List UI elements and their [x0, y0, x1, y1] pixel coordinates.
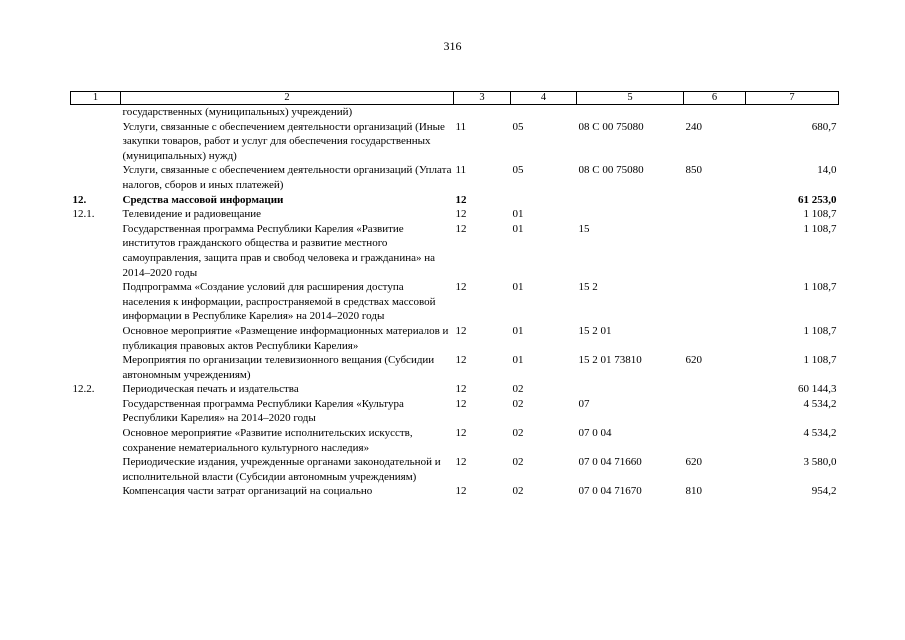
row-number — [71, 484, 121, 499]
table-row — [71, 397, 839, 426]
row-name: Мероприятия по организации телевизионного вещания (Субсидии автономным учреждениям) — [122, 354, 435, 381]
row-section: 12 — [455, 456, 467, 469]
table-body — [71, 105, 839, 500]
row-amount — [746, 105, 839, 120]
row-subsection: 02 — [512, 485, 524, 498]
row-section: 12 — [455, 208, 467, 221]
row-amount: 680,7 — [811, 120, 837, 133]
row-subsection: 02 — [512, 456, 524, 469]
row-expense-type — [684, 222, 746, 280]
row-subsection: 01 — [512, 222, 524, 235]
page-number: 316 — [443, 39, 462, 53]
row-section: 12 — [455, 383, 467, 396]
row-number — [71, 397, 121, 426]
row-amount: 1 108,7 — [803, 354, 837, 367]
row-section: 11 — [455, 164, 467, 177]
row-expense-type: 620 — [685, 354, 702, 367]
row-subsection: 02 — [512, 427, 524, 440]
row-subsection — [511, 105, 577, 120]
row-expense-type: 810 — [685, 485, 702, 498]
row-expense-type — [684, 207, 746, 222]
row-number: 12. — [72, 193, 87, 206]
row-name: Услуги, связанные с обеспечением деятельности организаций (Иные закупки товаров, работ и услуг для обеспечения государственных (муниципальных) нужд) — [122, 120, 445, 162]
row-amount: 1 108,7 — [803, 324, 837, 337]
budget-table — [70, 91, 839, 499]
table-row — [71, 207, 839, 222]
row-amount: 4 534,2 — [803, 427, 837, 440]
table-row — [71, 353, 839, 382]
row-subsection: 01 — [512, 324, 524, 337]
row-target-article: 08 С 00 75080 — [578, 120, 644, 133]
row-section: 12 — [455, 397, 467, 410]
row-number — [71, 105, 121, 120]
row-number — [71, 120, 121, 164]
row-name: Государственная программа Республики Карелия «Развитие институтов гражданского общества и развитие местного самоуправления, защита прав и свобод человека и гражданина» на 2014–2020 годы — [122, 222, 435, 279]
row-target-article: 07 0 04 — [578, 427, 612, 440]
table-header-row — [71, 92, 839, 105]
row-target-article: 08 С 00 75080 — [578, 164, 644, 177]
row-section: 11 — [455, 120, 467, 133]
row-subsection: 02 — [512, 383, 524, 396]
row-number: 12.1. — [72, 208, 95, 221]
row-name: Государственная программа Республики Карелия «Культура Республики Карелия» на 2014–2020 годы — [122, 397, 404, 425]
row-subsection: 02 — [512, 397, 524, 410]
header-col-1: 1 — [71, 92, 121, 105]
row-name: Услуги, связанные с обеспечением деятельности организаций (Уплата налогов, сборов и иных платежей) — [122, 164, 452, 191]
row-target-article: 07 0 04 71660 — [578, 456, 642, 469]
row-section: 12 — [455, 222, 467, 235]
row-amount: 4 534,2 — [803, 397, 837, 410]
row-number — [71, 163, 121, 192]
row-target-article — [577, 207, 684, 222]
row-number — [71, 426, 121, 455]
table-row — [71, 382, 839, 397]
row-expense-type — [684, 397, 746, 426]
row-expense-type: 850 — [685, 164, 702, 177]
row-number — [71, 324, 121, 353]
row-target-article: 15 2 — [578, 281, 598, 294]
row-expense-type — [684, 324, 746, 353]
row-target-article: 07 — [578, 397, 590, 410]
row-expense-type — [684, 280, 746, 324]
row-target-article: 15 — [578, 222, 590, 235]
table-row — [71, 426, 839, 455]
header-col-2: 2 — [121, 92, 454, 105]
table-row — [71, 280, 839, 324]
row-number — [71, 222, 121, 280]
row-subsection: 01 — [512, 208, 524, 221]
table-row — [71, 455, 839, 484]
row-number — [71, 280, 121, 324]
row-number: 12.2. — [72, 383, 95, 396]
row-amount: 61 253,0 — [798, 193, 837, 206]
row-section: 12 — [455, 281, 467, 294]
row-amount: 1 108,7 — [803, 208, 837, 221]
table-row — [71, 163, 839, 192]
table-row — [71, 120, 839, 164]
row-subsection: 05 — [512, 120, 524, 133]
table-row — [71, 105, 839, 120]
header-col-6: 6 — [684, 92, 746, 105]
row-name: Периодическая печать и издательства — [122, 383, 299, 396]
row-section: 12 — [455, 485, 467, 498]
row-section — [454, 105, 511, 120]
row-target-article: 15 2 01 73810 — [578, 354, 642, 367]
header-col-7: 7 — [746, 92, 839, 105]
header-col-4: 4 — [511, 92, 577, 105]
row-expense-type — [684, 105, 746, 120]
row-amount: 3 580,0 — [803, 456, 837, 469]
row-name: Подпрограмма «Создание условий для расширения доступа населения к информации, распространяемой в средствах массовой информации в Республике Карелия» на 2014–2020 годы — [122, 281, 436, 323]
row-subsection: 01 — [512, 281, 524, 294]
table-row — [71, 484, 839, 499]
row-section: 12 — [455, 324, 467, 337]
row-amount: 60 144,3 — [798, 383, 837, 396]
header-col-3: 3 — [454, 92, 511, 105]
row-name: Средства массовой информации — [122, 193, 284, 206]
row-number — [71, 353, 121, 382]
row-name: Периодические издания, учрежденные органами законодательной и исполнительной власти (Субсидии автономным учреждениям) — [122, 456, 441, 483]
row-subsection: 05 — [512, 164, 524, 177]
row-section: 12 — [455, 193, 467, 206]
row-subsection: 01 — [512, 354, 524, 367]
row-expense-type — [684, 382, 746, 397]
row-amount: 1 108,7 — [803, 222, 837, 235]
row-expense-type — [684, 426, 746, 455]
row-name: Основное мероприятие «Размещение информационных материалов и публикация правовых актов Республики Карелия» — [122, 324, 449, 352]
row-name: Телевидение и радиовещание — [122, 208, 262, 221]
row-subsection — [511, 193, 577, 208]
row-name: Основное мероприятие «Развитие исполнительских искусств, сохранение нематериального культурного наследия» — [122, 427, 413, 454]
row-amount: 1 108,7 — [803, 281, 837, 294]
row-target-article — [577, 105, 684, 120]
row-name: Компенсация части затрат организаций на социально — [122, 485, 373, 498]
row-expense-type: 240 — [685, 120, 702, 133]
row-name: государственных (муниципальных) учреждений) — [122, 106, 353, 118]
table-row — [71, 324, 839, 353]
row-amount: 14,0 — [817, 164, 837, 177]
table-row — [71, 222, 839, 280]
row-section: 12 — [455, 427, 467, 440]
row-target-article — [577, 382, 684, 397]
row-expense-type: 620 — [685, 456, 702, 469]
row-amount: 954,2 — [811, 485, 837, 498]
row-number — [71, 455, 121, 484]
table-row — [71, 193, 839, 208]
row-expense-type — [684, 193, 746, 208]
row-target-article — [577, 193, 684, 208]
header-col-5: 5 — [577, 92, 684, 105]
row-target-article: 15 2 01 — [578, 324, 612, 337]
row-target-article: 07 0 04 71670 — [578, 485, 642, 498]
row-section: 12 — [455, 354, 467, 367]
